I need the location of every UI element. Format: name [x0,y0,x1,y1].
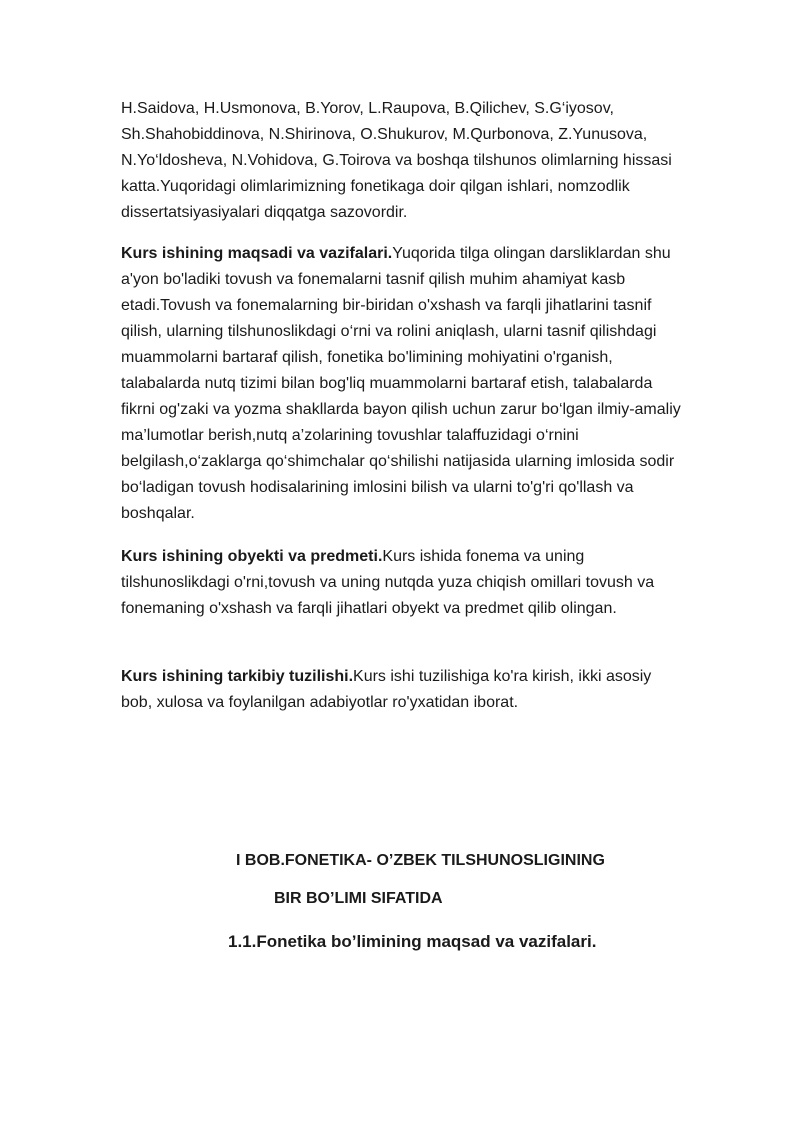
paragraph-scholars: H.Saidova, H.Usmonova, B.Yorov, L.Raupova, B.Qilichev, S.G‘iyosov, Sh.Shahobiddinova, N.Shirinova, O.Shukurov, M.Qurbonova, Z.Yunusova, N.Yo‘ldosheva, N.Vohidova, G.Toirova va boshqa tilshunos olimlarning hissasi katta.Yuqoridagi olimlarimizning fonetikaga doir qilgan ishlari, nomzodlik dissertatsiyasiyalari diqqatga sazovordir. [121,100,672,221]
section-heading: 1.1.Fonetika bo’limining maqsad va vazifalari. [228,932,597,951]
paragraph-aims-text: Yuqorida tilga olingan darsliklardan shu a'yon bo'ladiki tovush va fonemalarni tasnif qilish muhim ahamiyat kasb etadi.Tovush va fonemalarning bir-biridan o'xshash va farqli jihatlarini tasnif qilish, ularning tilshunoslikdagi o‘rni va rolini aniqlash, ularni tasnif qilishdagi muammolarni bartaraf qilish, fonetika bo'limining mohiyatini o'rganish, talabalarda nutq tizimi bilan bog'liq muammolarni bartaraf etish, talabalarda fikrni og'zaki va yozma shakllarda bayon qilish uchun zarur bo‘lgan ilmiy-amaliy ma’lumotlar berish,nutq a’zolarining tovushlar talaffuzidagi o‘rnini belgilash,o‘zaklarga qo‘shimchalar qo‘shilishi natijasida ularning imlosida sodir bo‘ladigan tovush hodisalarining imlosini bilish va ularni to'g'ri qo'llash va boshqalar. [121,245,681,522]
chapter-heading-line2: BIR BO’LIMI SIFATIDA [274,890,443,907]
paragraph-structure-text: Kurs ishi tuzilishiga ko'ra kirish, ikki asosiy bob, xulosa va foylanilgan adabiyotlar ro'yxatidan iborat. [121,668,652,711]
paragraph-object-lead: Kurs ishining obyekti va predmeti. [121,548,383,565]
paragraph-structure-lead: Kurs ishining tarkibiy tuzilishi. [121,668,354,685]
paragraph-structure [121,664,681,716]
paragraph-object-text: Kurs ishida fonema va uning tilshunoslikdagi o'rni,tovush va uning nutqda yuza chiqish omillari tovush va fonemaning o'xshash va farqli jihatlari obyekt va predmet qilib olingan. [121,548,655,617]
paragraph-aims-lead: Kurs ishining maqsadi va vazifalari. [121,245,393,262]
paragraph-object [121,544,681,622]
paragraph-aims [121,241,681,527]
chapter-heading-line1: I BOB.FONETIKA- O’ZBEK TILSHUNOSLIGINING [236,852,605,869]
